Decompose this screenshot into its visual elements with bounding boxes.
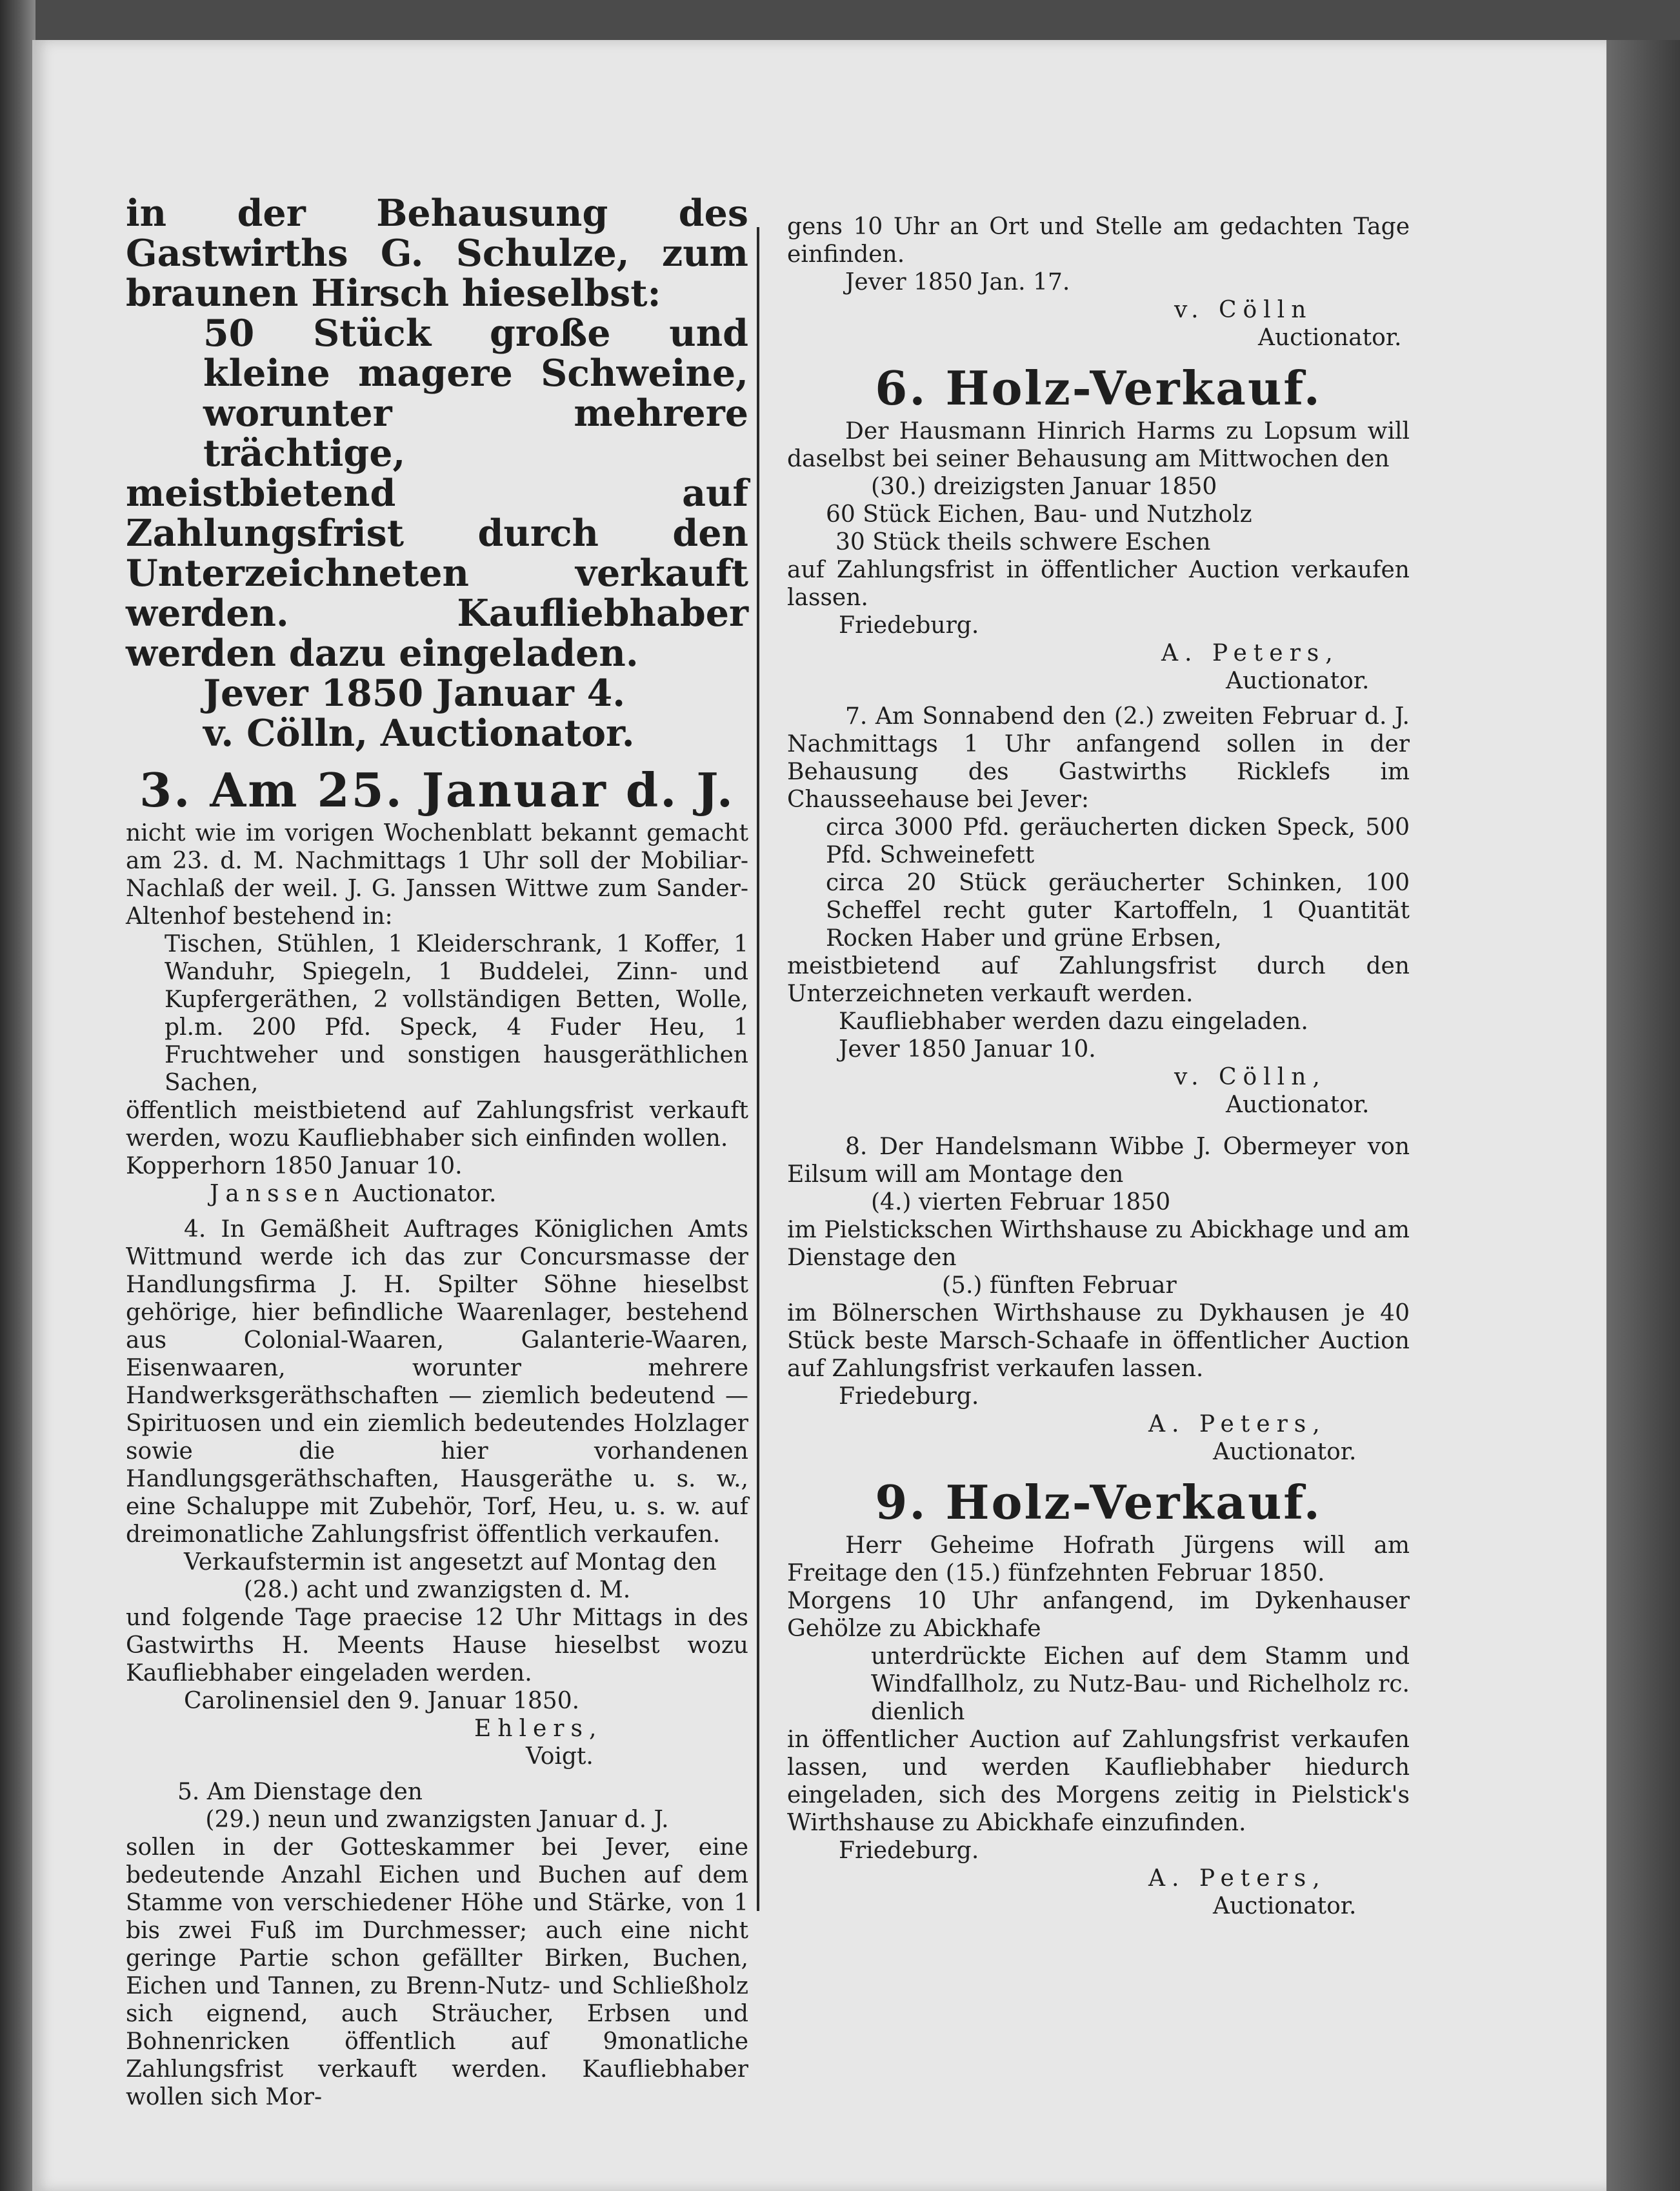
notice-6-title: Holz-Verkauf. — [945, 361, 1322, 415]
continuation-place-date: Jever 1850 Jan. 17. — [845, 269, 1070, 295]
notice-9-sign-title: Auctionator. — [1213, 1893, 1357, 1919]
notice-4-date: (28.) acht und zwanzigsten d. M. — [243, 1577, 631, 1603]
notice-6-sign-name: A. Peters, — [1161, 640, 1339, 666]
notice-6-item-2: 30 Stück theils schwere Eschen — [835, 529, 1211, 555]
notice-9-title: Holz-Verkauf. — [945, 1475, 1322, 1530]
notice-7-closing: meistbietend auf Zahlungsfrist durch den Unterzeichneten verkauft werden. — [787, 953, 1410, 1007]
right-column — [787, 213, 1410, 1920]
notice-5-text: sollen in der Gotteskammer bei Jever, eine bedeutende Anzahl Eichen und Buchen auf dem Stamme von verschiedener Höhe und Stärke, von 1 bis zwei Fuß im Durchmesser; auch eine nicht geringe Partie schon gefällter Birken, Buchen, Eichen und Tannen, zu Brenn-Nutz- und Schließholz sich eignend, auch Sträucher, Erbsen und Bohnenricken öffentlich auf 9monatliche Zahlungsfrist verkauft werden. Kaufliebhaber wollen sich Mor- — [126, 1834, 748, 2110]
notice-5-intro: 5. Am Dienstage den — [177, 1779, 423, 1805]
notice-3-sign-title: Auctionator. — [352, 1181, 497, 1207]
notice-6-heading — [787, 359, 1410, 417]
notice-9-place: Friedeburg. — [839, 1837, 979, 1864]
notice-9-intro: Herr Geheime Hofrath Jürgens will am Freitage den (15.) fünfzehnten Februar 1850. — [787, 1532, 1410, 1586]
notice-3-items: Tischen, Stühlen, 1 Kleiderschrank, 1 Koffer, 1 Wanduhr, Spiegeln, 1 Buddelei, Zinn- und Kupfergeräthen, 2 vollständigen Betten, Wolle, pl.m. 200 Pfd. Speck, 4 Fuder Heu, 1 Fruchtweher und sonstigen hausgeräthlichen Sachen, — [165, 931, 748, 1096]
notice-7-item-2: circa 20 Stück geräucherter Schinken, 100 Scheffel recht guter Kartoffeln, 1 Quantität Rocken Haber und grüne Erbsen, — [826, 870, 1410, 952]
notice-4-termin: Verkaufstermin ist angesetzt auf Montag den — [184, 1549, 717, 1576]
notice-6-place: Friedeburg. — [839, 612, 979, 639]
notice-8-intro: 8. Der Handelsmann Wibbe J. Obermeyer von Eilsum will am Montage den — [787, 1134, 1410, 1188]
notice-3-signature — [126, 1180, 748, 1208]
notice-top-location: in der Behausung des Gastwirths G. Schulze, zum braunen Hirsch hieselbst: — [126, 192, 748, 315]
notice-8-closing: im Bölnerschen Wirthshause zu Dykhausen je 40 Stück beste Marsch-Schaafe in öffentlicher Auction auf Zahlungsfrist verkaufen lassen. — [787, 1300, 1410, 1382]
notice-8-date-1: (4.) vierten Februar 1850 — [871, 1189, 1171, 1216]
notice-top-signature: v. Cölln, Auctionator. — [203, 712, 635, 755]
left-column — [126, 194, 748, 2111]
notice-3-closing: öffentlich meistbietend auf Zahlungsfrist verkauft werden, wozu Kaufliebhaber sich einfinden wollen. — [126, 1097, 748, 1152]
notice-6-sign-title: Auctionator. — [1226, 668, 1370, 694]
notice-4-sign-name: Ehlers, — [474, 1716, 603, 1742]
notice-7-item-1: circa 3000 Pfd. geräucherten dicken Speck, 500 Pfd. Schweinefett — [826, 814, 1410, 868]
notice-3-number: 3. — [139, 763, 192, 817]
notice-4-sign-title: Voigt. — [526, 1743, 594, 1770]
notice-4-rest: und folgende Tage praecise 12 Uhr Mittags in des Gastwirths H. Meents Hause hieselbst wozu Kaufliebhaber eingeladen werden. — [126, 1605, 748, 1686]
notice-8-mid: im Pielstickschen Wirthshause zu Abickhage und am Dienstage den — [787, 1217, 1410, 1271]
notice-top-place-date: Jever 1850 Januar 4. — [203, 672, 626, 715]
notice-9-closing: in öffentlicher Auction auf Zahlungsfrist verkaufen lassen, und werden Kaufliebhaber hiedurch eingeladen, sich des Morgens zeitig in Pielstick's Wirthshause zu Abickhafe einzufinden. — [787, 1726, 1410, 1836]
notice-7-intro: 7. Am Sonnabend den (2.) zweiten Februar d. J. Nachmittags 1 Uhr anfangend sollen in der Behausung des Gastwirths Ricklefs im Chausseehause bei Jever: — [787, 703, 1410, 813]
notice-3-title: Am 25. Januar d. J. — [210, 763, 735, 817]
notice-8-date-2: (5.) fünften Februar — [942, 1272, 1177, 1299]
notice-top-goods: 50 Stück große und kleine magere Schweine, worunter mehrere trächtige, — [203, 312, 748, 475]
notice-6-item-1: 60 Stück Eichen, Bau- und Nutzholz — [826, 501, 1252, 528]
notice-9-heading — [787, 1474, 1410, 1532]
notice-3-sign-name: Janssen — [210, 1181, 346, 1207]
notice-6-number: 6. — [875, 361, 928, 415]
notice-7-invite: Kaufliebhaber werden dazu eingeladen. — [839, 1008, 1308, 1035]
notice-9-time: Morgens 10 Uhr anfangend, im Dykenhauser Gehölze zu Abickhafe — [787, 1588, 1410, 1642]
notice-4-text: 4. In Gemäßheit Auftrages Königlichen Amts Wittmund werde ich das zur Concursmasse der Handlungsfirma J. H. Spilter Söhne hieselbst gehörige, hier befindliche Waarenlager, bestehend aus Colonial-Waaren, Galanterie-Waaren, Eisenwaaren, worunter mehrere Handwerksgeräthschaften — ziemlich bedeutend — Spirituosen und ein ziemlich bedeutendes Holzlager sowie die hier vorhandenen Handlungsgeräthschaften, Hausgeräthe u. s. w., eine Schaluppe mit Zubehör, Torf, Heu, u. s. w. auf dreimonatliche Zahlungsfrist öffentlich verkaufen. — [126, 1216, 748, 1548]
notice-7-sign-name: v. Cölln, — [1174, 1064, 1326, 1090]
page-stack-edge — [1606, 40, 1680, 2191]
continuation-sign-title: Auctionator. — [1258, 325, 1402, 351]
column-divider — [757, 227, 759, 1911]
book-spine-edge — [0, 0, 35, 2191]
notice-3-place-date: Kopperhorn 1850 Januar 10. — [126, 1153, 463, 1179]
notice-9-sign-name: A. Peters, — [1148, 1865, 1326, 1892]
notice-8-place: Friedeburg. — [839, 1383, 979, 1410]
notice-6-date: (30.) dreizigsten Januar 1850 — [871, 474, 1217, 500]
notice-8-sign-name: A. Peters, — [1148, 1411, 1326, 1437]
notice-7-sign-title: Auctionator. — [1226, 1092, 1370, 1118]
continuation-text: gens 10 Uhr an Ort und Stelle am gedachten Tage einfinden. — [787, 214, 1410, 268]
continuation-sign-name: v. Cölln — [1174, 297, 1313, 323]
notice-3-intro: nicht wie im vorigen Wochenblatt bekannt gemacht am 23. d. M. Nachmittags 1 Uhr soll der Mobiliar-Nachlaß der weil. J. G. Janssen Wittwe zum Sander-Altenhof bestehend in: — [126, 820, 748, 930]
notice-top-terms: meistbietend auf Zahlungsfrist durch den Unterzeichneten verkauft werden. Kaufliebhaber werden dazu eingeladen. — [126, 472, 748, 675]
notice-6-intro: Der Hausmann Hinrich Harms zu Lopsum will daselbst bei seiner Behausung am Mittwochen den — [787, 418, 1410, 472]
notice-6-closing: auf Zahlungsfrist in öffentlicher Auction verkaufen lassen. — [787, 557, 1410, 611]
notice-5-date: (29.) neun und zwanzigsten Januar d. J. — [205, 1806, 669, 1833]
notice-9-number: 9. — [875, 1475, 928, 1530]
notice-9-item: unterdrückte Eichen auf dem Stamm und Windfallholz, zu Nutz-Bau- und Richelholz rc. dienlich — [871, 1643, 1410, 1725]
notice-7-place-date: Jever 1850 Januar 10. — [839, 1036, 1096, 1063]
notice-8-sign-title: Auctionator. — [1213, 1439, 1357, 1465]
notice-3-heading — [126, 761, 748, 819]
notice-4-place-date: Carolinensiel den 9. Januar 1850. — [184, 1688, 580, 1714]
